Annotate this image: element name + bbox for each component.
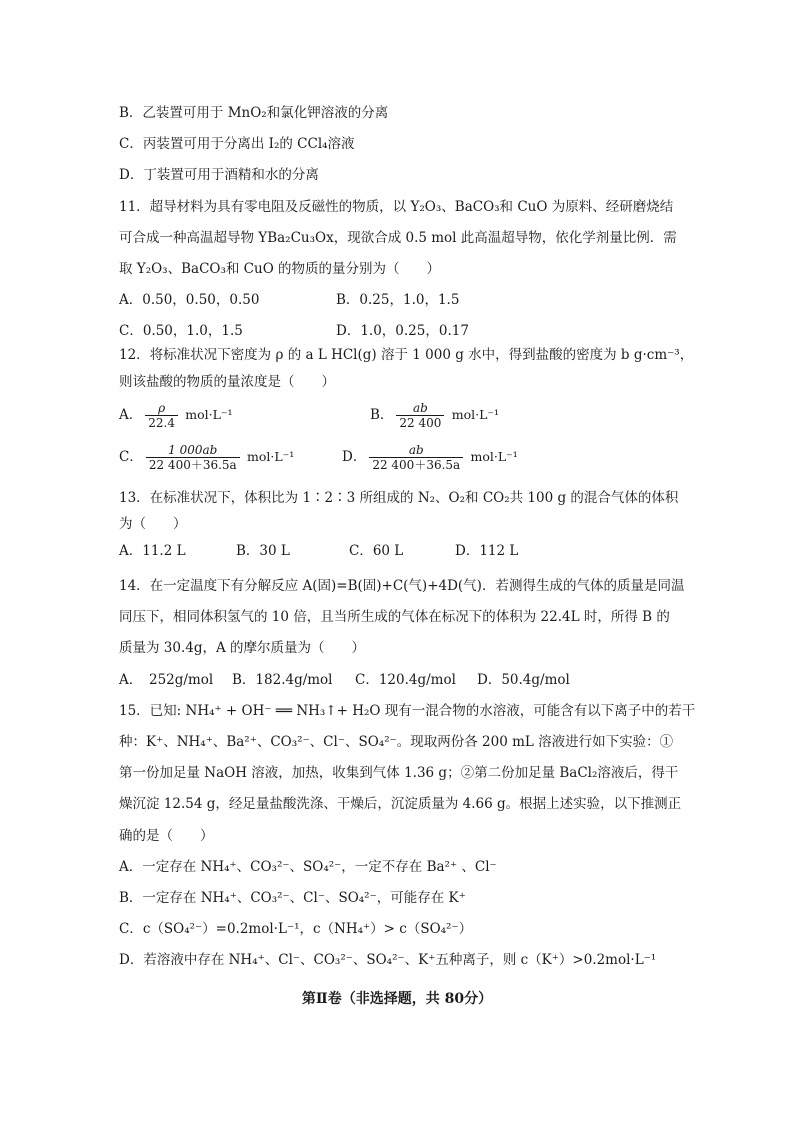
q12-option-a-fraction bbox=[145, 401, 178, 430]
q12-option-b-label: B． bbox=[370, 407, 394, 423]
q15-stem-line3: 第一份加足量 NaOH 溶液，加热，收集到气体 1.36 g；②第二份加足量 BaCl₂溶液后，得干 bbox=[119, 765, 679, 781]
q12-option-a-label: A． bbox=[119, 407, 143, 423]
q12-option-d-denominator: 22 400＋36.5a bbox=[369, 457, 463, 472]
q11-stem-line3: 取 Y₂O₃、BaCO₃和 CuO 的物质的量分别为（ ） bbox=[119, 261, 441, 277]
q13-option-a: A．11.2 L bbox=[119, 543, 186, 559]
q15-option-c: C．c（SO₄²⁻）=0.2mol·L⁻¹，c（NH₄⁺）> c（SO₄²⁻） bbox=[119, 921, 473, 937]
q11-option-b: B．0.25，1.0，1.5 bbox=[336, 292, 460, 308]
q12-option-c-denominator: 22 400＋36.5a bbox=[146, 457, 240, 472]
q12-option-a-numerator: ρ bbox=[158, 401, 166, 415]
q12-stem-line1: 12．将标准状况下密度为 ρ 的 a L HCl(g) 溶于 1 000 g 水中，得到盐酸的密度为 b g·cm⁻³， bbox=[119, 347, 694, 363]
q12-option-b-numerator: ab bbox=[413, 401, 428, 415]
q13-option-c: C．60 L bbox=[349, 543, 404, 559]
q15-stem-line1: 15．已知: NH₄⁺ + OH⁻ ══ NH₃↑+ H₂O 现有一混合物的水溶液，可能含有以下离子中的若干 bbox=[119, 703, 696, 719]
q12-option-c bbox=[119, 443, 294, 472]
q12-option-d bbox=[342, 443, 518, 472]
q12-stem-line2: 则该盐酸的物质的量浓度是（ ） bbox=[119, 374, 335, 390]
q14-stem-line1: 14．在一定温度下有分解反应 A(固)=B(固)+C(气)+4D(气)．若测得生成的气体的质量是同温 bbox=[119, 578, 685, 594]
q14-option-a: A． 252g/mol bbox=[119, 672, 214, 688]
q11-option-c: C．0.50，1.0，1.5 bbox=[119, 323, 243, 339]
q12-option-b bbox=[370, 401, 499, 430]
q12-option-a-unit: mol·L⁻¹ bbox=[185, 407, 233, 422]
q13-option-d: D．112 L bbox=[455, 543, 519, 559]
q11-stem-line1: 11．超导材料为具有零电阻及反磁性的物质，以 Y₂O₃、BaCO₃和 CuO 为原料、经研磨烧结 bbox=[119, 199, 674, 215]
q12-option-c-numerator: 1 000ab bbox=[168, 443, 218, 457]
q12-option-c-label: C． bbox=[119, 449, 143, 465]
q14-stem-line3: 质量为 30.4g，A 的摩尔质量为（ ） bbox=[119, 640, 366, 656]
q12-option-c-fraction bbox=[146, 443, 240, 472]
q14-option-b: B．182.4g/mol bbox=[232, 672, 333, 688]
q15-option-a: A．一定存在 NH₄⁺、CO₃²⁻、SO₄²⁻，一定不存在 Ba²⁺ 、Cl⁻ bbox=[119, 859, 497, 875]
q13-option-b: B．30 L bbox=[236, 543, 290, 559]
q12-option-a-denominator: 22.4 bbox=[145, 415, 178, 430]
q14-option-c: C．120.4g/mol bbox=[355, 672, 456, 688]
q13-stem-line2: 为（ ） bbox=[119, 516, 187, 532]
q12-option-b-unit: mol·L⁻¹ bbox=[451, 407, 499, 422]
q12-option-c-unit: mol·L⁻¹ bbox=[247, 449, 295, 464]
q13-stem-line1: 13．在标准状况下，体积比为 1∶2∶3 所组成的 N₂、O₂和 CO₂共 100 g 的混合气体的体积 bbox=[119, 490, 679, 506]
q10-option-d: D．丁装置可用于酒精和水的分离 bbox=[119, 167, 319, 183]
q11-option-d: D．1.0，0.25，0.17 bbox=[336, 323, 469, 339]
q15-stem-line2: 种：K⁺、NH₄⁺、Ba²⁺、CO₃²⁻、Cl⁻、SO₄²⁻。现取两份各 200 mL 溶液进行如下实验：① bbox=[119, 734, 674, 750]
q12-option-d-fraction bbox=[369, 443, 463, 472]
q10-option-c: C．丙装置可用于分离出 I₂的 CCl₄溶液 bbox=[119, 136, 355, 152]
q10-option-b: B．乙装置可用于 MnO₂和氯化钾溶液的分离 bbox=[119, 105, 389, 121]
q11-option-a: A．0.50，0.50，0.50 bbox=[119, 292, 260, 308]
section-title: 第Ⅱ卷（非选择题，共 80分） bbox=[301, 991, 493, 1007]
q12-option-b-fraction bbox=[396, 401, 444, 430]
q15-stem-line4: 燥沉淀 12.54 g，经足量盐酸洗涤、干燥后，沉淀质量为 4.66 g。根据上述实验，以下推测正 bbox=[119, 796, 682, 812]
q12-option-d-numerator: ab bbox=[408, 443, 424, 457]
q11-stem-line2: 可合成一种高温超导物 YBa₂Cu₃Ox，现欲合成 0.5 mol 此高温超导物，依化学剂量比例．需 bbox=[119, 230, 677, 246]
q12-option-a bbox=[119, 401, 233, 430]
q12-option-b-denominator: 22 400 bbox=[396, 415, 444, 430]
q15-stem-line5: 确的是（ ） bbox=[119, 828, 214, 844]
q14-stem-line2: 同压下，相同体积氢气的 10 倍，且当所生成的气体在标况下的体积为 22.4L 时，所得 B 的 bbox=[119, 609, 670, 625]
q15-option-d: D．若溶液中存在 NH₄⁺、Cl⁻、CO₃²⁻、SO₄²⁻、K⁺五种离子，则 c（K⁺）>0.2mol·L⁻¹ bbox=[119, 952, 657, 968]
q12-option-d-unit: mol·L⁻¹ bbox=[470, 449, 518, 464]
q12-option-d-label: D． bbox=[342, 449, 367, 465]
q14-option-d: D．50.4g/mol bbox=[477, 672, 570, 688]
q15-option-b: B．一定存在 NH₄⁺、CO₃²⁻、Cl⁻、SO₄²⁻，可能存在 K⁺ bbox=[119, 890, 466, 906]
